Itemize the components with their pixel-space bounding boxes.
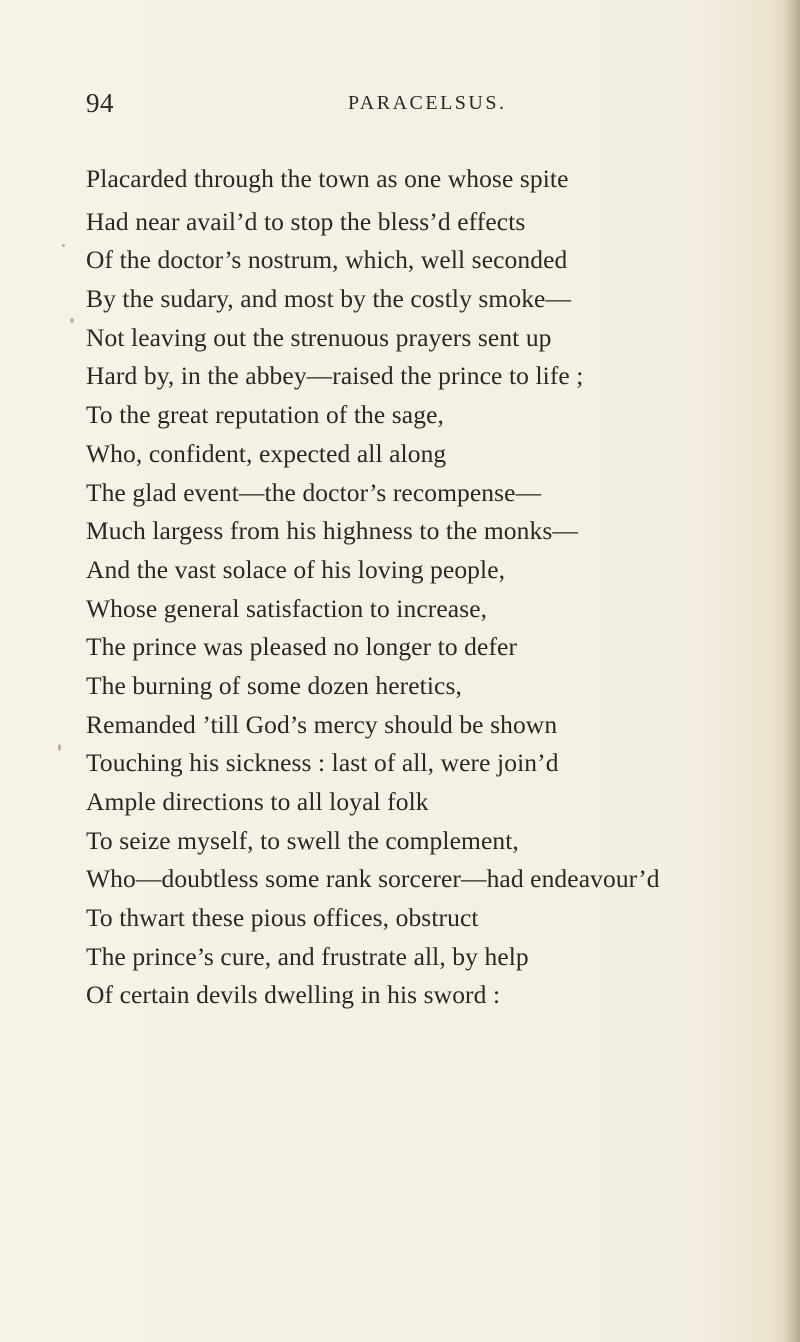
verse-line: The prince’s cure, and frustrate all, by help [86,941,529,971]
verse-line: Who—doubtless some rank sorcerer—had endeavour’d [86,864,660,894]
page-number: 94 [86,88,114,118]
verse-line: And the vast solace of his loving people, [86,554,506,584]
verse-line: To thwart these pious offices, obstruct [86,903,479,933]
paper-speck [62,244,65,247]
verse-line: Remanded ’till God’s mercy should be shown [86,709,558,739]
verse-line: Of the doctor’s nostrum, which, well seconded [86,245,568,275]
paper-speck [58,744,61,751]
verse-line: Whose general satisfaction to increase, [86,593,488,623]
verse-line: Placarded through the town as one whose spite [86,164,569,193]
verse-line: The glad event—the doctor’s recompense— [86,477,542,507]
verse-line: Hard by, in the abbey—raised the prince to life ; [86,361,584,391]
verse-line: Of certain devils dwelling in his sword : [86,980,501,1010]
verse-line: Who, confident, expected all along [86,438,447,468]
verse-line: To the great reputation of the sage, [86,400,444,430]
paper-speck [70,318,74,323]
verse-line: Ample directions to all loyal folk [86,787,429,816]
verse-line: The prince was pleased no longer to defer [86,632,518,662]
running-head [86,88,726,118]
verse-text [86,164,776,1015]
verse-line: The burning of some dozen heretics, [86,670,462,700]
verse-line: Not leaving out the strenuous prayers sent up [86,322,552,352]
verse-line: To seize myself, to swell the complement, [86,825,519,855]
page-edge-shadow [782,0,800,1342]
verse-line: Much largess from his highness to the monks— [86,516,578,546]
verse-line: Had near avail’d to stop the bless’d effects [86,206,526,236]
verse-line: By the sudary, and most by the costly smoke— [86,284,572,314]
running-title: PARACELSUS. [348,92,507,114]
verse-line: Touching his sickness : last of all, were join’d [86,748,559,778]
